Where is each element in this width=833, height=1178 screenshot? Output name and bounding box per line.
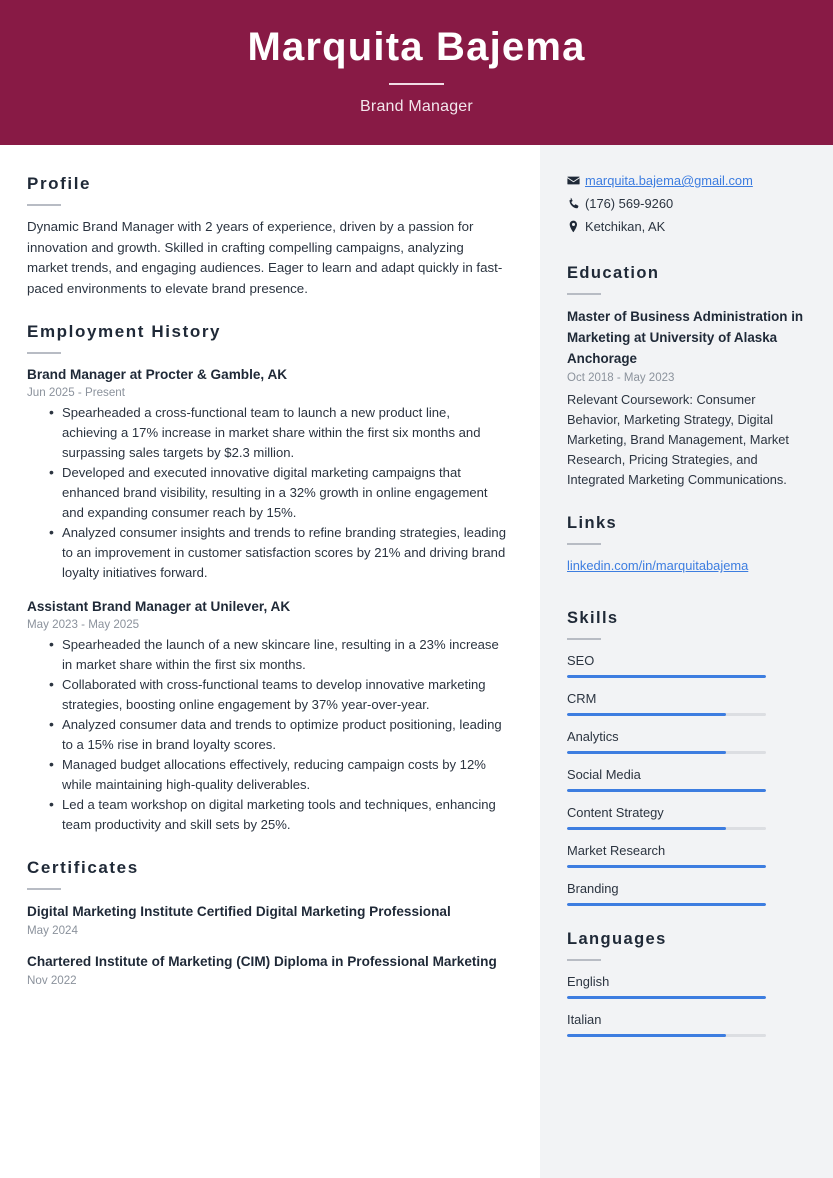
section-languages (567, 928, 805, 1037)
skill-label: Analytics (567, 729, 619, 744)
education-degree: Master of Business Administration in Marketing at University of Alaska Anchorage (567, 309, 804, 366)
skill-item (567, 841, 805, 868)
resume-header-banner (0, 0, 833, 145)
section-profile (27, 173, 506, 299)
section-rule (27, 352, 61, 354)
skill-level-fill (567, 827, 726, 830)
education-heading: Education (567, 264, 660, 282)
skill-level-track (567, 903, 766, 906)
certificate-entry (27, 951, 506, 989)
job-bullet: • Spearheaded the launch of a new skincare line, resulting in a 23% increase in market share within the first six months. (49, 635, 506, 675)
email-value[interactable]: marquita.bajema@gmail.com (585, 173, 753, 188)
employment-entry (27, 365, 506, 583)
skill-item (567, 727, 805, 754)
job-bullet: • Developed and executed innovative digital marketing campaigns that enhanced brand visibility, resulting in a 32% growth in online engagement and expanding consumer reach by 15%. (49, 463, 506, 523)
section-education (567, 262, 805, 490)
job-bullet: • Analyzed consumer data and trends to optimize product positioning, leading to a 15% rise in brand loyalty scores. (49, 715, 506, 755)
skill-level-fill (567, 865, 766, 868)
job-bullet: • Collaborated with cross-functional teams to develop innovative marketing strategies, boosting online engagement by 37% year-over-year. (49, 675, 506, 715)
contact-row-phone (567, 194, 805, 213)
skill-label: CRM (567, 691, 597, 706)
location-value: Ketchikan, AK (585, 219, 666, 234)
job-bullet: • Managed budget allocations effectively, reducing campaign costs by 12% while maintaining high-quality deliverables. (49, 755, 506, 795)
certificate-entry (27, 901, 506, 939)
contact-row-location (567, 217, 805, 236)
section-certificates (27, 857, 506, 989)
skill-level-track (567, 865, 766, 868)
job-bullet: • Spearheaded a cross-functional team to launch a new product line, achieving a 17% increase in market share within the first six months and surpassing sales targets by $2.3 million. (49, 403, 506, 463)
education-date: Oct 2018 - May 2023 (567, 372, 675, 384)
skill-label: Branding (567, 881, 619, 896)
skill-level-track (567, 789, 766, 792)
job-title: Brand Manager at Procter & Gamble, AK (27, 367, 288, 382)
candidate-job-title: Brand Manager (360, 98, 473, 115)
employment-entry (27, 597, 506, 835)
job-title: Assistant Brand Manager at Unilever, AK (27, 599, 291, 614)
resume-body (0, 145, 833, 1178)
contact-row-email (567, 171, 805, 190)
certificate-title: Digital Marketing Institute Certified Digital Marketing Professional (27, 904, 451, 919)
skill-level-track (567, 827, 766, 830)
skill-level-track (567, 713, 766, 716)
skill-item (567, 879, 805, 906)
section-rule (567, 638, 601, 640)
skill-level-fill (567, 751, 726, 754)
section-links (567, 512, 805, 585)
job-bullet: • Analyzed consumer insights and trends to refine branding strategies, leading to an improvement in customer satisfaction scores by 21% and driving brand loyalty initiatives forward. (49, 523, 506, 583)
spacer (567, 575, 805, 585)
job-date: Jun 2025 - Present (27, 386, 125, 399)
skills-heading: Skills (567, 609, 619, 627)
link-linkedin[interactable]: linkedin.com/in/marquitabajema (567, 558, 749, 573)
section-skills (567, 607, 805, 906)
profile-heading: Profile (27, 174, 92, 193)
main-column (0, 145, 540, 1178)
language-level-track (567, 1034, 766, 1037)
language-label: Italian (567, 1012, 602, 1027)
job-bullet: • Led a team workshop on digital marketing tools and techniques, enhancing team productivity and skill sets by 25%. (49, 795, 506, 835)
phone-value: (176) 569-9260 (585, 196, 674, 211)
employment-heading: Employment History (27, 322, 222, 341)
skill-level-fill (567, 789, 766, 792)
skill-level-fill (567, 675, 766, 678)
skill-item (567, 689, 805, 716)
candidate-name: Marquita Bajema (247, 25, 586, 69)
phone-icon (567, 197, 585, 210)
education-description: Relevant Coursework: Consumer Behavior, Marketing Strategy, Digital Marketing, Brand Management, Market Research, Pricing Strategies, and Integrated Marketing Communications. (567, 392, 789, 487)
section-employment-history (27, 321, 506, 835)
envelope-icon (567, 174, 585, 187)
profile-text: Dynamic Brand Manager with 2 years of experience, driven by a passion for innovation and growth. Skilled in crafting compelling campaigns, analyzing market trends, and engaging audiences. Eager to learn and adapt quickly in fast-paced environments to elevate brand presence. (27, 219, 503, 296)
location-pin-icon (567, 220, 585, 233)
job-bullet-list (27, 403, 506, 583)
skill-level-fill (567, 903, 766, 906)
links-heading: Links (567, 514, 618, 532)
skill-level-track (567, 751, 766, 754)
language-level-track (567, 996, 766, 999)
skill-item (567, 651, 805, 678)
skill-level-fill (567, 713, 726, 716)
skill-item (567, 803, 805, 830)
skill-label: Market Research (567, 843, 666, 858)
header-divider (389, 83, 444, 85)
language-label: English (567, 974, 610, 989)
section-rule (567, 293, 601, 295)
skill-level-track (567, 675, 766, 678)
section-rule (27, 888, 61, 890)
section-rule (567, 959, 601, 961)
language-level-fill (567, 996, 766, 999)
sidebar-column (540, 145, 833, 1178)
skill-label: Content Strategy (567, 805, 664, 820)
certificate-date: Nov 2022 (27, 974, 77, 987)
language-item (567, 1010, 805, 1037)
section-rule (567, 543, 601, 545)
languages-heading: Languages (567, 930, 667, 948)
language-level-fill (567, 1034, 726, 1037)
section-rule (27, 204, 61, 206)
skill-item (567, 765, 805, 792)
skill-label: Social Media (567, 767, 641, 782)
job-date: May 2023 - May 2025 (27, 618, 140, 631)
skill-label: SEO (567, 653, 595, 668)
certificate-date: May 2024 (27, 924, 78, 937)
contact-details (567, 171, 805, 236)
certificates-heading: Certificates (27, 858, 139, 877)
job-bullet-list (27, 635, 506, 835)
language-item (567, 972, 805, 999)
certificate-title: Chartered Institute of Marketing (CIM) Diploma in Professional Marketing (27, 954, 497, 969)
